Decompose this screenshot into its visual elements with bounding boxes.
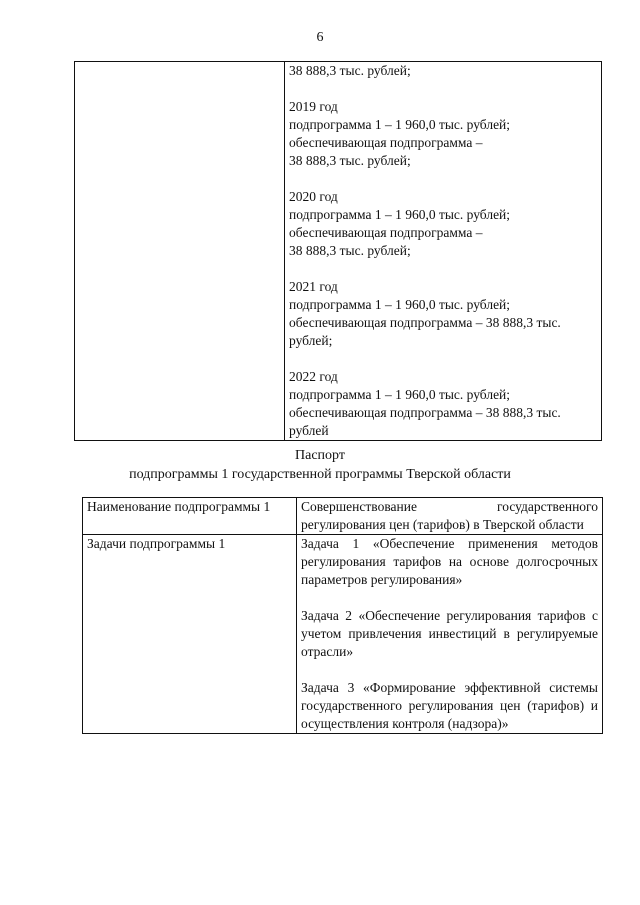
funding-year-2021: [289, 278, 597, 350]
task-3: Задача 3 «Формирование эффективной системы государственного регулирования цен (тарифов) и осуществления контроля (надзора)»: [301, 680, 598, 731]
funding-year-label: 2021 год: [289, 279, 338, 294]
funding-year-label: 2019 год: [289, 99, 338, 114]
funding-line: обеспечивающая подпрограмма – 38 888,3 тыс.: [289, 315, 561, 330]
funding-values-cell: [285, 62, 602, 441]
funding-label-cell: [75, 62, 285, 441]
task-2: Задача 2 «Обеспечение регулирования тарифов с учетом привлечения инвестиций в регулируемые отрасли»: [301, 608, 598, 659]
funding-line: подпрограмма 1 – 1 960,0 тыс. рублей;: [289, 387, 511, 402]
funding-line: подпрограмма 1 – 1 960,0 тыс. рублей;: [289, 207, 511, 222]
funding-carryover-line: 38 888,3 тыс. рублей;: [289, 63, 411, 78]
passport-row-tasks-content: [297, 535, 603, 734]
funding-line: 38 888,3 тыс. рублей;: [289, 153, 411, 168]
passport-title: [0, 446, 640, 484]
funding-year-label: 2020 год: [289, 189, 338, 204]
passport-row-label: Наименование подпрограммы 1: [83, 498, 297, 535]
funding-line: подпрограмма 1 – 1 960,0 тыс. рублей;: [289, 117, 511, 132]
task-1: Задача 1 «Обеспечение применения методов регулирования тарифов на основе долгосрочных параметров регулирования»: [301, 536, 598, 587]
passport-row-name: [83, 498, 603, 535]
funding-year-2020: [289, 188, 597, 260]
passport-title-line1: Паспорт: [295, 448, 345, 463]
page-number: 6: [316, 30, 324, 45]
funding-line: рублей: [289, 423, 329, 438]
passport-row-content: Совершенствование государственного регулирования цен (тарифов) в Тверской области: [297, 498, 603, 535]
funding-line: подпрограмма 1 – 1 960,0 тыс. рублей;: [289, 297, 511, 312]
funding-table: [74, 61, 602, 441]
funding-year-label: 2022 год: [289, 369, 338, 384]
funding-line: рублей;: [289, 333, 333, 348]
funding-line: обеспечивающая подпрограмма –: [289, 135, 483, 150]
funding-line: обеспечивающая подпрограмма – 38 888,3 тыс.: [289, 405, 561, 420]
funding-row: [75, 62, 602, 441]
passport-title-line2: подпрограммы 1 государственной программы Тверской области: [129, 467, 511, 482]
funding-line: обеспечивающая подпрограмма –: [289, 225, 483, 240]
passport-row-label: Задачи подпрограммы 1: [83, 535, 297, 734]
passport-row-tasks: [83, 535, 603, 734]
funding-year-2019: [289, 98, 597, 170]
funding-year-2022: [289, 368, 597, 440]
funding-carryover: [289, 62, 597, 80]
passport-table: [82, 497, 603, 734]
funding-line: 38 888,3 тыс. рублей;: [289, 243, 411, 258]
